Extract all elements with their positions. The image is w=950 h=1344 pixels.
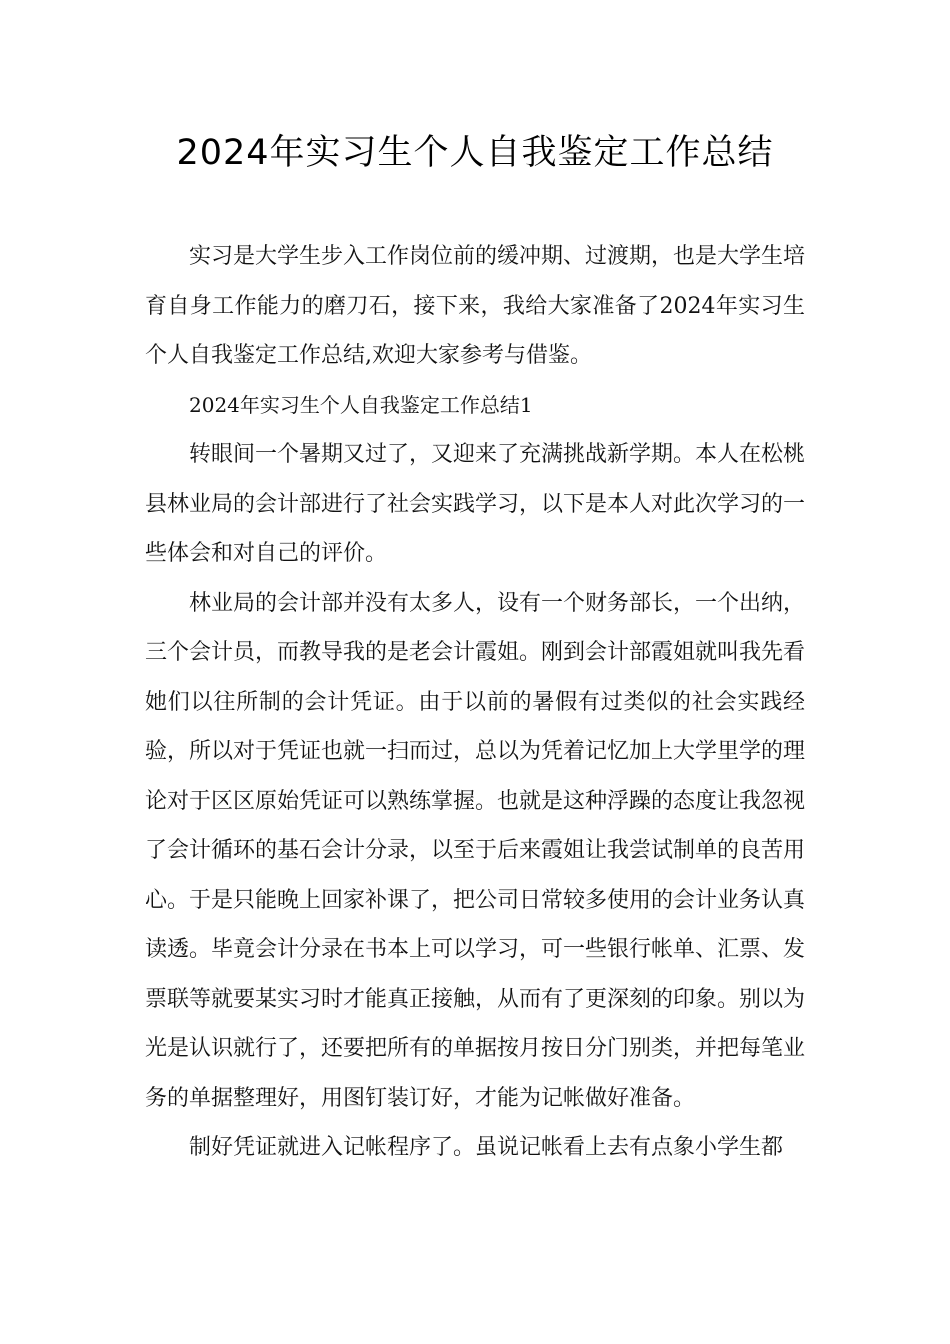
body-paragraph: 林业局的会计部并没有太多人，设有一个财务部长，一个出纳，三个会计员，而教导我的是老会计霞姐。刚到会计部霞姐就叫我先看她们以往所制的会计凭证。由于以前的暑假有过类似的社会实践经验，所以对于凭证也就一扫而过，总以为凭着记忆加上大学里学的理论对于区区原始凭证可以熟练掌握。也就是这种浮躁的态度让我忽视了会计循环的基石会计分录，以至于后来霞姐让我尝试制单的良苦用心。于是只能晚上回家补课了，把公司日常较多使用的会计业务认真读透。毕竟会计分录在书本上可以学习，可一些银行帐单、汇票、发票联等就要某实习时才能真正接触，从而有了更深刻的印象。别以为光是认识就行了，还要把所有的单据按月按日分门别类，并把每笔业务的单据整理好，用图钉装订好，才能为记帐做好准备。 [145,590,806,1111]
document-title: 2024年实习生个人自我鉴定工作总结 [176,133,774,173]
intro-paragraph: 实习是大学生步入工作岗位前的缓冲期、过渡期，也是大学生培育自身工作能力的磨刀石，接下来，我给大家准备了2024年实习生个人自我鉴定工作总结,欢迎大家参考与借鉴。 [145,244,806,368]
section-heading: 2024年实习生个人自我鉴定工作总结1 [189,392,533,417]
body-paragraph: 制好凭证就进入记帐程序了。虽说记帐看上去有点象小学生都 [189,1135,784,1160]
body-paragraph: 转眼间一个暑期又过了，又迎来了充满挑战新学期。本人在松桃县林业局的会计部进行了社会实践学习，以下是本人对此次学习的一些体会和对自己的评价。 [145,442,806,566]
document-body [145,232,805,1173]
